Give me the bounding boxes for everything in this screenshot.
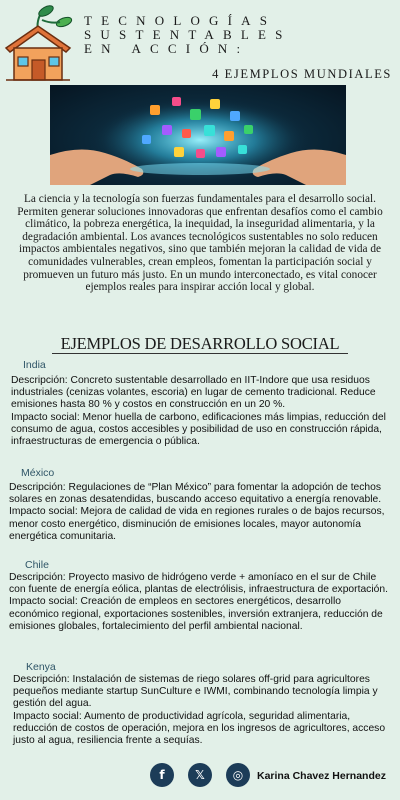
- example-impact: Impacto social: Mejora de calidad de vida en regiones rurales o de bajos recursos, menor costo energético, disminución de emisiones locales, mayor autonomía energética comunitaria.: [9, 506, 385, 542]
- page-title: [84, 14, 394, 56]
- section-heading: EJEMPLOS DE DESARROLLO SOCIAL: [60, 334, 340, 353]
- example-description: Descripción: Instalación de sistemas de riego solares off-grid para agricultores pequeños mediante startup SunCulture e IWMI, combinando tecnología limpia y gestión del agua.: [13, 674, 378, 710]
- country-label-kenya: Kenya: [26, 661, 56, 673]
- example-impact: Impacto social: Menor huella de carbono, edificaciones más limpias, reducción del consumo de agua, costos accesibles y posibilidad de uso en construcción rápida, infraestructuras de emergencia o pública.: [11, 411, 386, 448]
- hero-image: [50, 85, 346, 185]
- example-india: [11, 375, 391, 448]
- example-impact: Impacto social: Aumento de productividad agrícola, seguridad alimentaria, reducción de costos de operación, mejora en los ingresos de agricultores, acceso justo al agua, resiliencia frente a sequías.: [13, 710, 386, 747]
- page-subtitle: 4 EJEMPLOS MUNDIALES: [212, 67, 392, 81]
- title-line-1: TECNOLOGÍAS: [84, 13, 277, 28]
- house-plant-logo: [2, 2, 74, 82]
- social-links: [150, 763, 250, 787]
- title-line-3: EN ACCIÓN:: [84, 41, 250, 56]
- country-label-india: India: [23, 359, 46, 371]
- facebook-icon[interactable]: f: [150, 763, 174, 787]
- example-impact: Impacto social: Creación de empleos en sectores energéticos, desarrollo económico regional, exportaciones sostenibles, inversión extranjera, reducción de emisiones globales, fortalecimiento del perfil ambiental nacional.: [9, 596, 383, 632]
- title-line-2: SUSTENTABLES: [84, 27, 292, 42]
- instagram-icon[interactable]: ◎: [226, 763, 250, 787]
- example-kenya: [13, 674, 393, 747]
- x-icon[interactable]: 𝕏: [188, 763, 212, 787]
- country-label-chile: Chile: [25, 559, 49, 571]
- example-description: Descripción: Regulaciones de “Plan México” para fomentar la adopción de techos solares en zonas desatendidas, buscando acceso equitativo a energía renovable.: [9, 482, 382, 506]
- author-name: Karina Chavez Hernandez: [257, 770, 386, 782]
- example-description: Descripción: Proyecto masivo de hidrógeno verde + amoníaco en el sur de Chile con fuente de energía eólica, plantas de electrólisis, infraestructura de exportación.: [9, 572, 388, 596]
- intro-paragraph: La ciencia y la tecnología son fuerzas fundamentales para el desarrollo social. Permiten generar soluciones innovadoras que enfrentan desafíos como el cambio climático, la pobreza energética, la inequidad, la inseguridad alimentaria, y la degradación ambiental. Los avances tecnológicos sustentables no solo reducen impactos ambientales negativos, sino que también mejoran la calidad de vida de comunidades vulnerables, crean empleos, fomentan la participación social y promueven un futuro más justo. En un mundo interconectado, es vital conocer ejemplos reales para inspirar acción local y global.: [17, 193, 383, 294]
- section-divider: [52, 353, 348, 354]
- tech-hands-illustration: [50, 85, 346, 185]
- example-chile: [9, 572, 389, 633]
- country-label-mexico: México: [21, 467, 55, 479]
- example-mexico: [9, 482, 389, 543]
- example-description: Descripción: Concreto sustentable desarrollado en IIT-Indore que usa residuos industriales (cenizas volantes, escoria) en lugar de cemento tradicional. Reduce emisiones hasta 80 % y costos en construcción en un 20 %.: [11, 375, 376, 411]
